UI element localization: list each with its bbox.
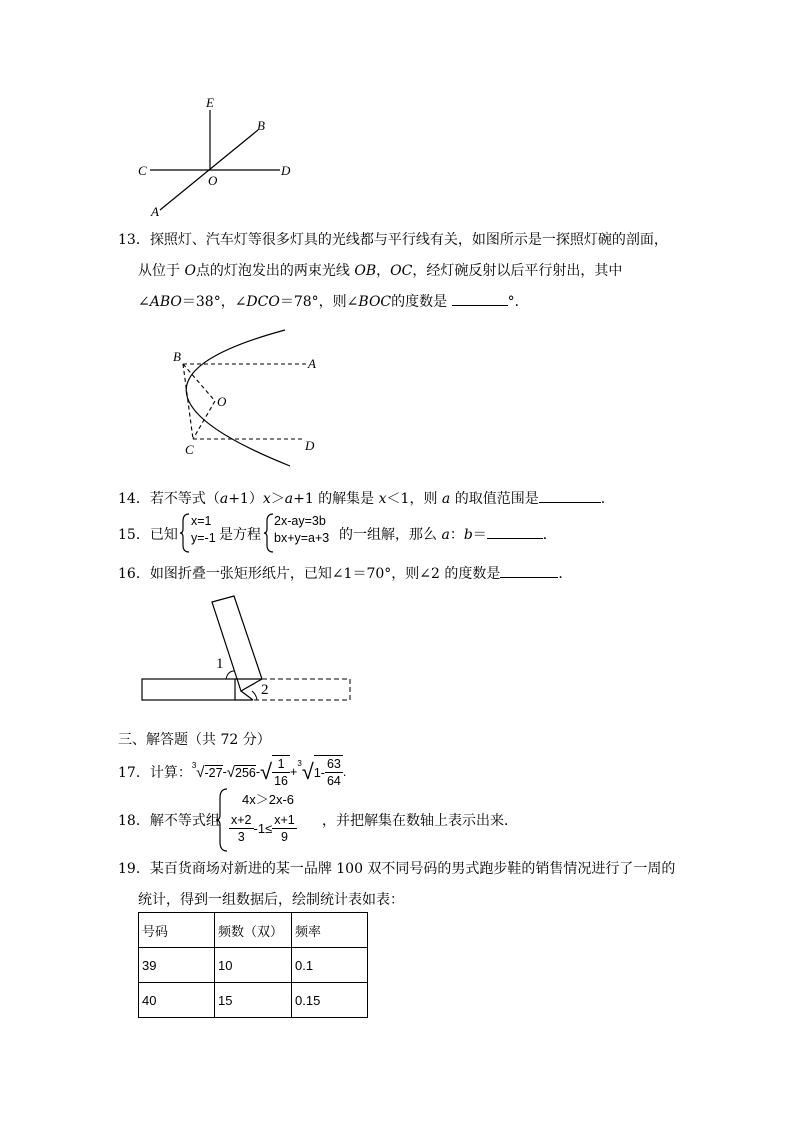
q17-fraction-1: $\frac{1}{16}$ — [274, 757, 289, 788]
q15-s2-line1: 2x-ay=3b — [274, 514, 326, 528]
label-b: B — [257, 118, 265, 133]
q16-end: ． — [558, 566, 573, 582]
label-d: D — [305, 438, 315, 453]
question-15-lead: 15．已知 — [118, 527, 178, 543]
question-13-line1 — [118, 229, 668, 249]
q15-answer-blank[interactable] — [487, 524, 543, 539]
q17-plus: + — [290, 765, 298, 779]
q17-root2-radicand: 256 — [235, 765, 256, 780]
q18-brace — [216, 788, 228, 852]
q14-tk: 的取值范围是 — [450, 491, 539, 507]
q16-text: 16．如图折叠一张矩形纸片，已知∠1＝70°，则∠2 的度数是 — [118, 566, 501, 582]
q18-fraction-1: $\frac{x+2}{3}$ — [231, 813, 252, 844]
q18-mid: -1≤ — [253, 821, 273, 836]
label-o: O — [217, 394, 227, 409]
figure-q13-searchlight — [135, 328, 325, 473]
question-14 — [118, 488, 615, 508]
label-e: E — [206, 95, 214, 110]
q14-te: ＞ — [270, 491, 285, 507]
table-cell: 39 — [139, 948, 215, 983]
q13-t3c: ＝38°，∠ — [181, 294, 247, 310]
q15-s2-line2: bx+y=a+3 — [274, 531, 330, 545]
header-cell: 号码 — [139, 913, 215, 948]
q13-t2e: ， — [376, 263, 391, 279]
q13-t3e: ＝78°，则∠ — [279, 294, 359, 310]
q14-answer-blank[interactable] — [539, 488, 601, 503]
label-a: A — [151, 204, 159, 219]
q15-system-1 — [191, 513, 216, 547]
q14-th: x — [378, 491, 387, 507]
q15-td: a — [441, 527, 450, 543]
q13-t2a: 从位于 — [138, 263, 185, 279]
q13-t2d: OB — [354, 263, 377, 279]
header-cell: 频数（双） — [215, 913, 292, 948]
q14-tc: +1） — [228, 491, 263, 507]
q15-th: ． — [542, 527, 557, 543]
q16-answer-blank[interactable] — [500, 563, 558, 578]
section-3-title: 三、解答题（共 72 分） — [118, 732, 271, 748]
table-cell: 10 — [215, 948, 292, 983]
label-angle-2: 2 — [261, 682, 269, 698]
q17-root1-radicand: -27 — [204, 765, 223, 780]
q15-te: ： — [449, 527, 464, 543]
q13-t3f: BOC — [358, 294, 392, 310]
table-cell: 15 — [215, 983, 292, 1018]
frequency-table — [138, 912, 368, 1018]
q13-answer-blank[interactable] — [452, 291, 508, 306]
q17-root1-index: 3 — [191, 760, 197, 770]
q17-fraction-2: $\frac{63}{64}$ — [326, 757, 341, 788]
question-16 — [118, 563, 572, 583]
label-d: D — [281, 163, 291, 178]
q14-tl: ． — [600, 491, 615, 507]
q13-t3d: DCO — [246, 294, 280, 310]
q17-lead: 17．计算： — [118, 765, 192, 781]
question-18-lead: 18．解不等式组 — [118, 813, 220, 829]
question-15-tail — [339, 524, 557, 544]
q15-tc: 的一组解，那么 — [339, 527, 442, 543]
q13-number: 13． — [118, 232, 150, 248]
label-c: C — [138, 163, 147, 178]
table-row — [139, 948, 368, 983]
q13-t2b: O — [184, 263, 196, 279]
q14-tf: a — [284, 491, 294, 507]
q13-t2f: OC — [390, 263, 413, 279]
question-13-line2 — [138, 260, 622, 280]
q13-t2g: ，经灯碗反射以后平行射出，其中 — [412, 263, 623, 279]
q18-fraction-2: $\frac{x+1}{9}$ — [274, 813, 295, 844]
q14-td: x — [262, 491, 271, 507]
q17-root3-index: 3 — [297, 758, 302, 768]
label-a: A — [308, 356, 316, 371]
q17-one-minus: 1- — [313, 765, 325, 780]
question-19-line2: 统计，得到一组数据后，绘制统计表如表： — [138, 892, 404, 908]
q15-s1-line1: x=1 — [191, 514, 212, 528]
label-b: B — [173, 349, 181, 364]
q14-tj: a — [441, 491, 451, 507]
q14-tb: a — [219, 491, 229, 507]
label-o: O — [208, 173, 218, 188]
q13-text-1: 探照灯、汽车灯等很多灯具的光线都与平行线有关，如图所示是一探照灯碗的剖面， — [149, 232, 668, 248]
table-cell: 0.1 — [292, 948, 368, 983]
q15-tf: b — [463, 527, 473, 543]
q14-ta: 14．若不等式（ — [118, 491, 220, 507]
header-cell: 频率 — [292, 913, 368, 948]
table-row — [139, 983, 368, 1018]
table-header-row — [139, 913, 368, 948]
q13-t2c: 点的灯泡发出的两束光线 — [195, 263, 355, 279]
q15-middle: 是方程 — [219, 527, 261, 543]
q13-t3b: ABO — [149, 294, 182, 310]
q15-brace-1 — [180, 513, 190, 553]
table-cell: 40 — [139, 983, 215, 1018]
q17-minus-2: - — [255, 765, 261, 779]
question-19-line1: 19．某百货商场对新进的某一品牌 100 双不同号码的男式跑步鞋的销售情况进行了一周的 — [118, 861, 676, 877]
figure-q16-folded-paper — [140, 594, 355, 704]
q13-t3h: °． — [507, 294, 529, 310]
q15-system-2 — [274, 513, 329, 547]
q18-line2 — [229, 812, 297, 845]
q15-brace-2 — [264, 513, 274, 553]
q14-ti: ＜1，则 — [386, 491, 442, 507]
question-13-line3 — [138, 291, 529, 311]
q15-tg: ＝ — [472, 527, 487, 543]
question-18-tail: ，并把解集在数轴上表示出来． — [322, 813, 518, 829]
table-cell: 0.15 — [292, 983, 368, 1018]
q17-end: . — [342, 765, 347, 779]
q13-t3a: ∠ — [138, 294, 150, 310]
q17-minus-1: - — [222, 765, 227, 779]
q15-s1-line2: y=-1 — [191, 531, 216, 545]
label-angle-1: 1 — [216, 656, 224, 672]
figure-q12-angles — [130, 92, 300, 222]
q18-line1: 4x＞2x-6 — [242, 792, 295, 807]
q14-tg: +1 的解集是 — [293, 491, 379, 507]
label-c: C — [185, 442, 194, 457]
q13-t3g: 的度数是 — [391, 294, 452, 310]
question-17: 17．计算： 3 √ -27 - √ 256 - √ $\frac{1}{16}$ + 3 √ 1- $\frac{63}{64}$ . — [118, 757, 347, 788]
